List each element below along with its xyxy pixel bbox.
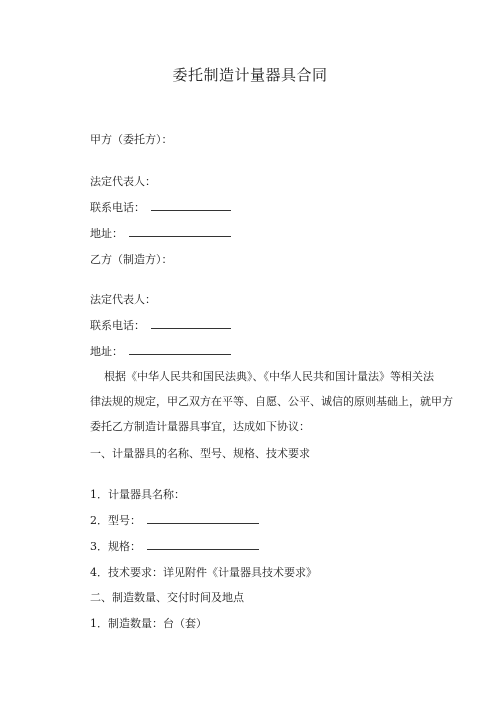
party-b-phone-blank xyxy=(151,327,231,329)
model-blank xyxy=(147,522,259,524)
intro-line-1: 根据《中华人民共和国民法典》、《中华人民共和国计量法》等相关法 xyxy=(104,370,434,383)
section-1-heading: 一、计量器具的名称、型号、规格、技术要求 xyxy=(90,447,310,460)
party-a-label: 甲方（委托方）： xyxy=(90,133,173,146)
section-1-item-2-row xyxy=(90,513,259,529)
party-b-address-row xyxy=(90,344,231,360)
party-b-label: 乙方（制造方）： xyxy=(90,253,173,266)
section-1-item-2: 2．型号： xyxy=(90,514,141,527)
party-b-phone-row xyxy=(90,318,231,334)
party-a-rep: 法定代表人： xyxy=(90,175,156,188)
spec-blank xyxy=(147,548,259,550)
party-b-phone-label: 联系电话： xyxy=(90,319,145,332)
section-1-item-4: 4．技术要求：详见附件《计量器具技术要求》 xyxy=(90,566,317,579)
party-b-address-blank xyxy=(129,353,231,355)
party-a-address-row xyxy=(90,226,231,242)
party-a-address-label: 地址： xyxy=(90,227,123,240)
intro-line-3: 委托乙方制造计量器具事宜，达成如下协议： xyxy=(90,420,310,433)
section-1-item-1: 1．计量器具名称： xyxy=(90,488,185,501)
section-2-item-1: 1．制造数量：台（套） xyxy=(90,617,207,630)
contract-title: 委托制造计量器具合同 xyxy=(172,66,328,84)
section-1-item-3-row xyxy=(90,539,259,555)
section-2-heading: 二、制造数量、交付时间及地点 xyxy=(90,591,244,604)
section-1-item-3: 3．规格： xyxy=(90,540,141,553)
party-b-address-label: 地址： xyxy=(90,345,123,358)
party-a-phone-blank xyxy=(151,209,231,211)
intro-line-2: 律法规的规定，甲乙双方在平等、自愿、公平、诚信的原则基础上，就甲方 xyxy=(90,395,453,408)
party-a-address-blank xyxy=(129,235,231,237)
party-b-rep: 法定代表人： xyxy=(90,293,156,306)
party-a-phone-row xyxy=(90,200,231,216)
party-a-phone-label: 联系电话： xyxy=(90,201,145,214)
